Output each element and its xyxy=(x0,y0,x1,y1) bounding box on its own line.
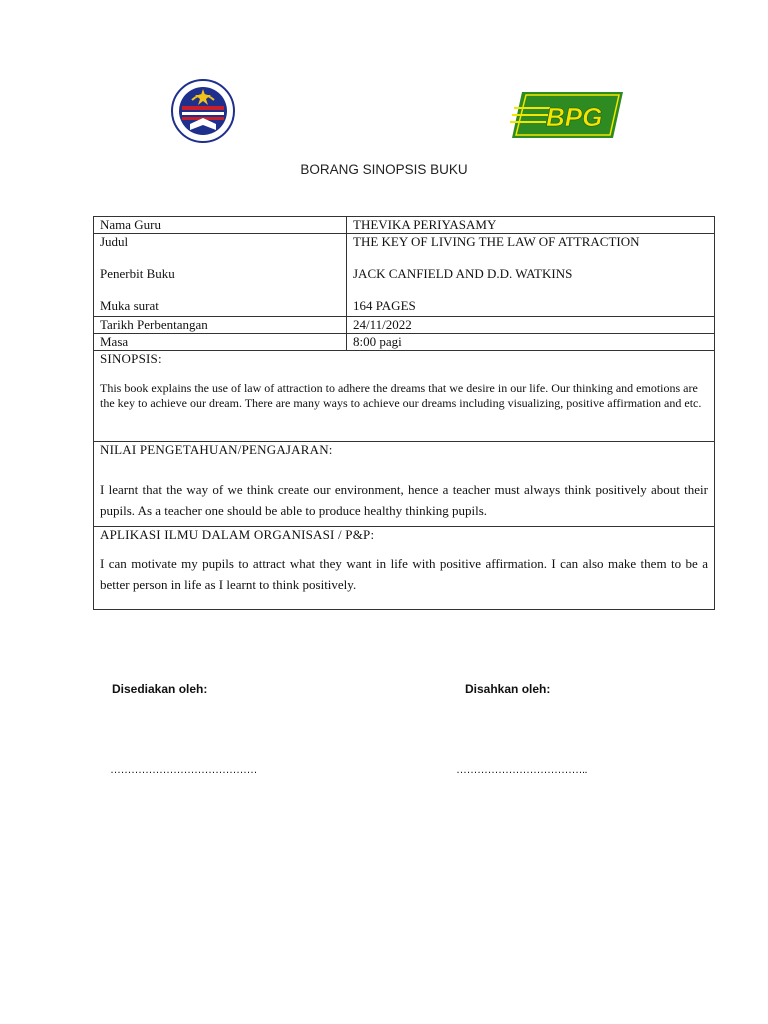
document-title: BORANG SINOPSIS BUKU xyxy=(300,162,468,177)
cell-sinopsis xyxy=(94,351,715,442)
row-tarikh xyxy=(94,317,715,334)
ministry-crest-logo xyxy=(170,78,236,144)
synopsis-form-table xyxy=(93,216,715,610)
row-masa xyxy=(94,334,715,351)
nilai-heading: NILAI PENGETAHUAN/PENGAJARAN: xyxy=(100,442,333,457)
labels-book-details xyxy=(94,234,347,317)
cell-nilai xyxy=(94,442,715,527)
approved-signature-line: ……………………………….. xyxy=(456,764,588,776)
value-nama-guru: THEVIKA PERIYASAMY xyxy=(347,217,715,234)
nilai-text: I learnt that the way of we think create our environment, hence a teacher must always think positively about their pupils. As a teacher one should be able to produce healthy thinking pupils. xyxy=(100,482,708,518)
bpg-logo xyxy=(510,90,625,140)
aplikasi-text: I can motivate my pupils to attract what they want in life with positive affirmation. I can also make them to be a better person in life as I learnt to think positively. xyxy=(100,556,708,592)
sinopsis-text: This book explains the use of law of attraction to adhere the dreams that we desire in our life. Our thinking and emotions are the key to achieve our dream. There are many ways to achieve our dreams including visualizing, positive affirmation and etc. xyxy=(100,381,702,410)
approved-by-label: Disahkan oleh: xyxy=(465,682,551,696)
label-penerbit: Penerbit Buku xyxy=(100,266,175,281)
label-tarikh: Tarikh Perbentangan xyxy=(94,317,347,334)
row-nilai xyxy=(94,442,715,527)
value-penerbit: JACK CANFIELD AND D.D. WATKINS xyxy=(353,266,573,281)
cell-aplikasi xyxy=(94,527,715,610)
label-judul: Judul xyxy=(100,234,129,249)
sinopsis-heading: SINOPSIS: xyxy=(100,351,162,366)
aplikasi-heading: APLIKASI ILMU DALAM ORGANISASI / P&P: xyxy=(100,527,375,542)
label-masa: Masa xyxy=(94,334,347,351)
value-masa: 8:00 pagi xyxy=(347,334,715,351)
row-aplikasi xyxy=(94,527,715,610)
prepared-signature-line: …………………………………… xyxy=(110,764,257,776)
prepared-by-label: Disediakan oleh: xyxy=(112,682,208,696)
value-judul: THE KEY OF LIVING THE LAW OF ATTRACTION xyxy=(353,234,640,249)
values-book-details xyxy=(347,234,715,317)
value-muka-surat: 164 PAGES xyxy=(353,298,416,313)
row-nama-guru xyxy=(94,217,715,234)
row-sinopsis xyxy=(94,351,715,442)
value-tarikh: 24/11/2022 xyxy=(347,317,715,334)
svg-text:BPG: BPG xyxy=(546,102,603,132)
label-muka-surat: Muka surat xyxy=(100,298,159,313)
row-book-details xyxy=(94,234,715,317)
label-nama-guru: Nama Guru xyxy=(94,217,347,234)
